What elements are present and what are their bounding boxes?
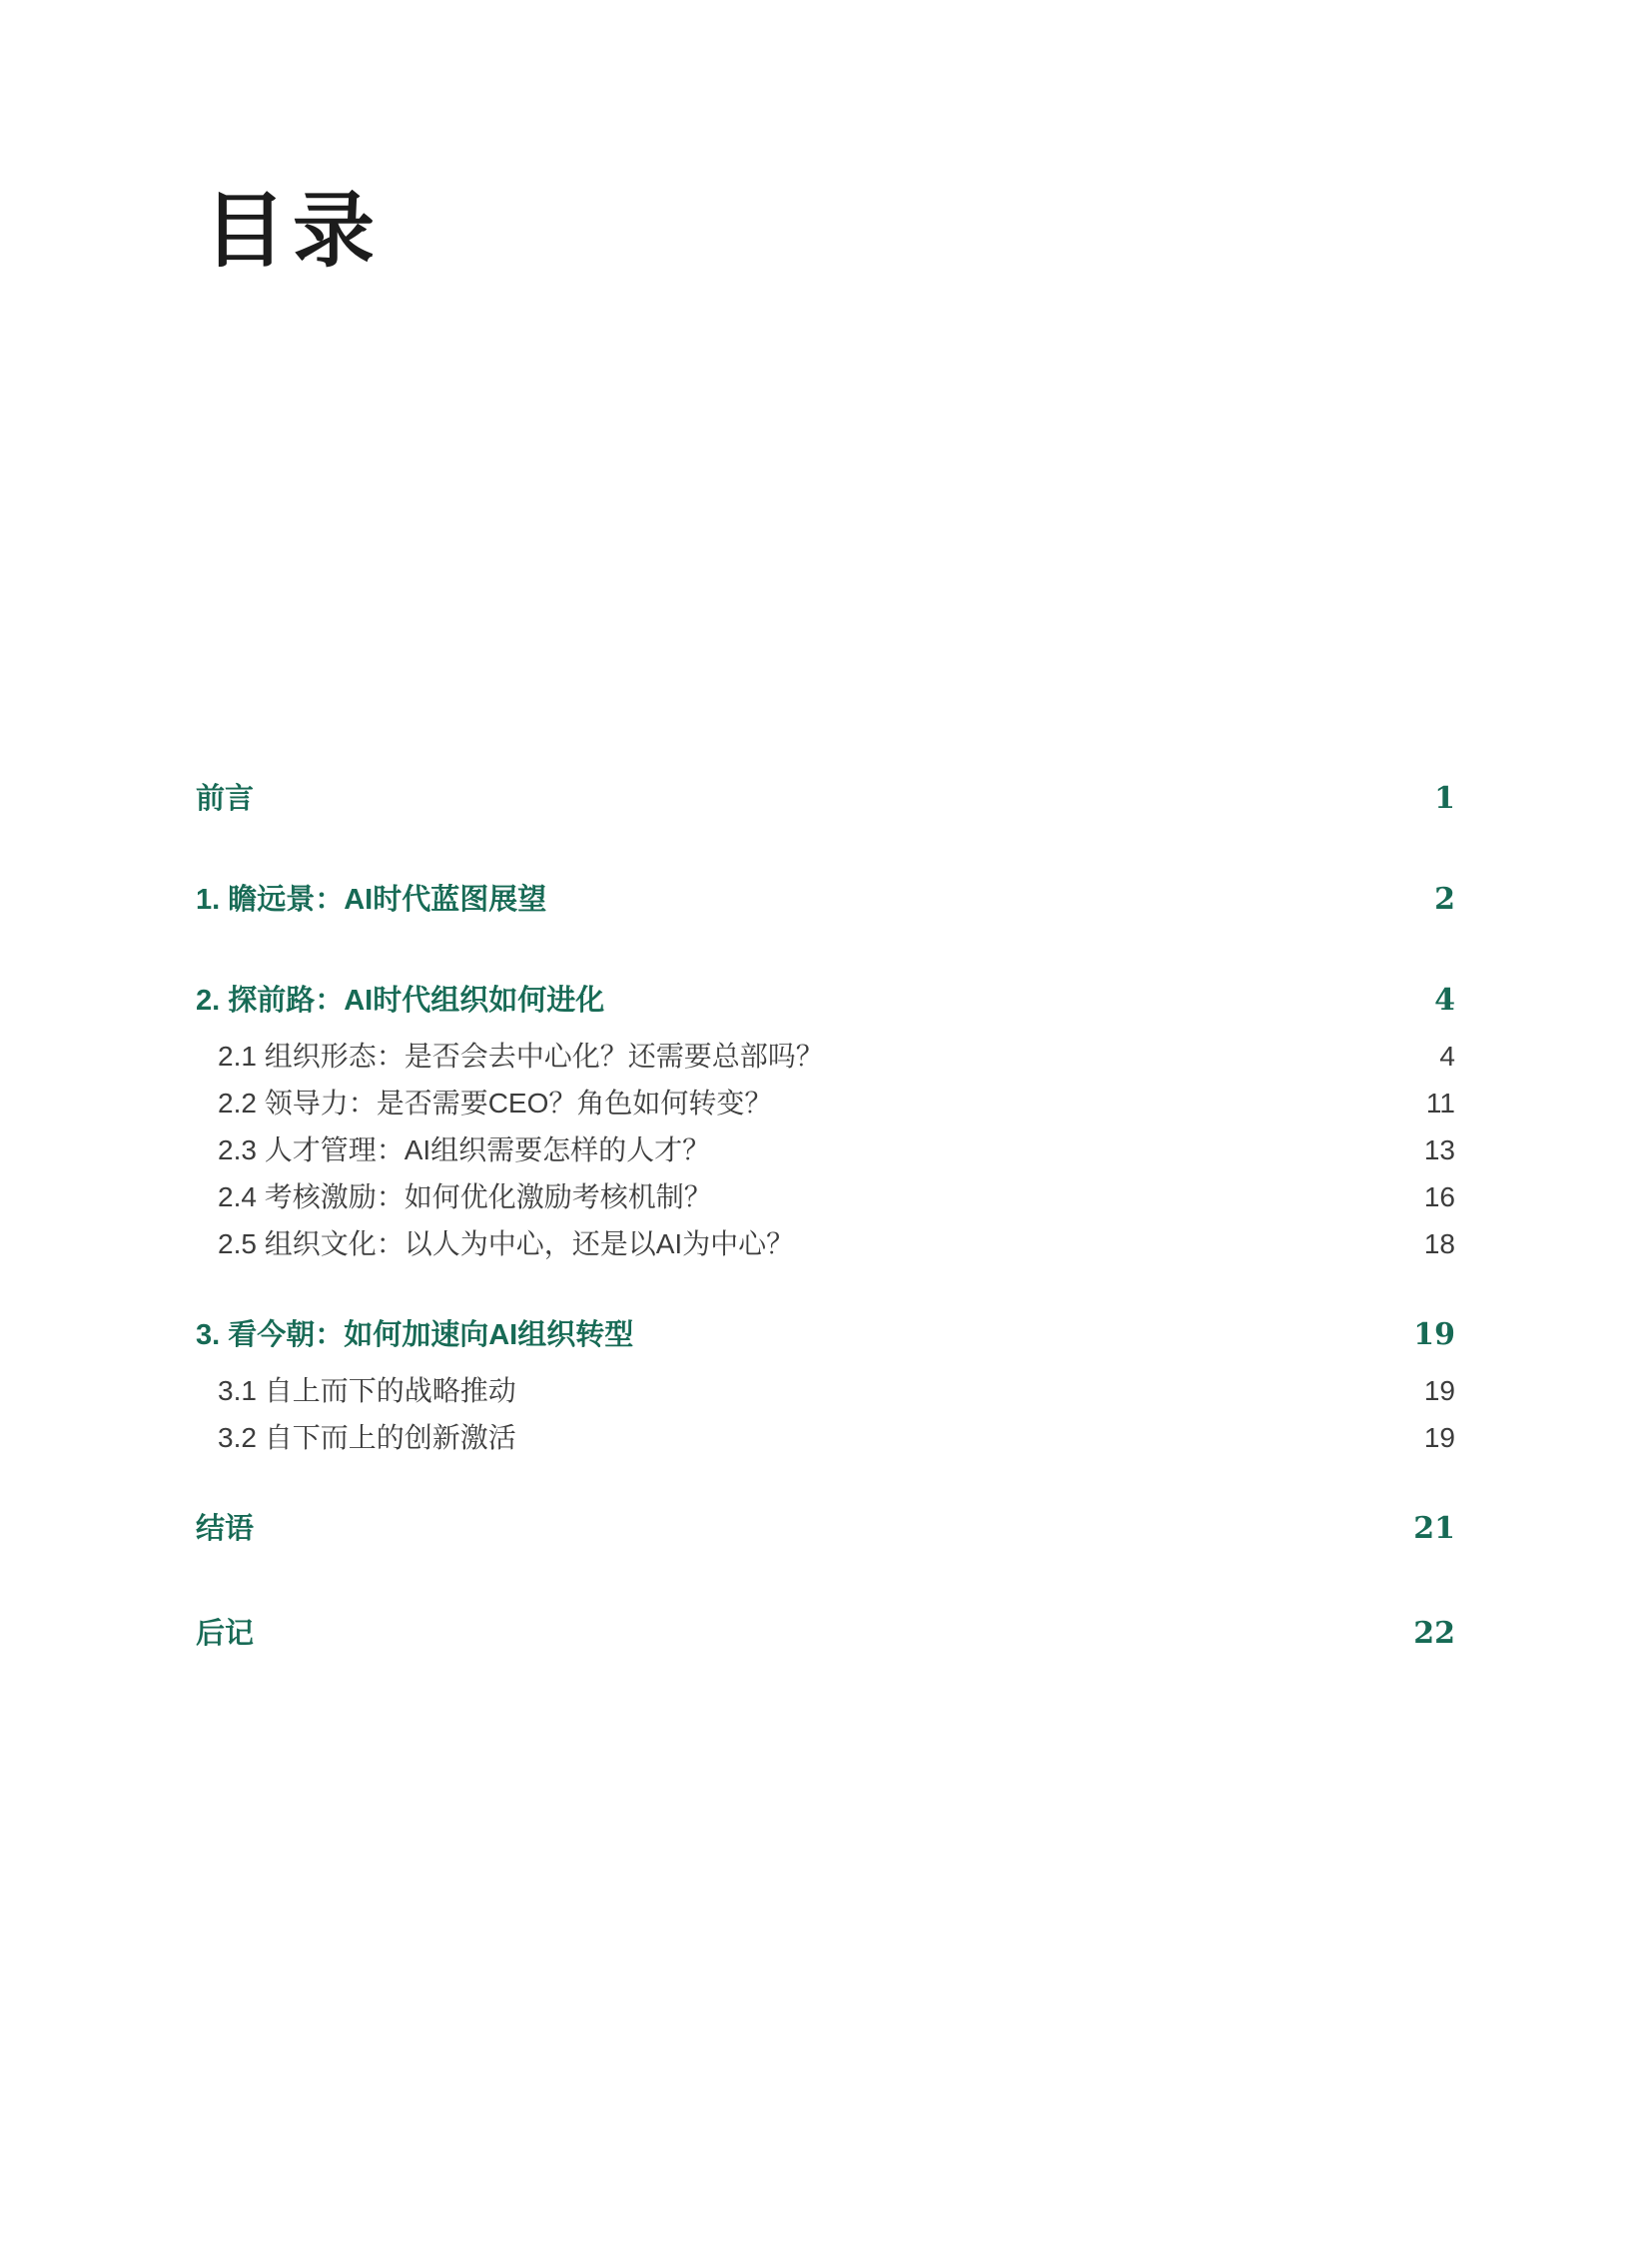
toc-row[interactable] <box>196 1132 1455 1168</box>
toc-label: 3. 看今朝：如何加速向AI组织转型 <box>196 1319 634 1351</box>
toc-page-number: 13 <box>1423 1134 1455 1165</box>
toc-page-number: 2 <box>1434 882 1455 917</box>
toc-row[interactable] <box>196 1039 1455 1075</box>
toc-page-number: 22 <box>1413 1616 1455 1651</box>
toc-label: 3.1 自上而下的战略推动 <box>218 1375 516 1406</box>
toc-page-number: 11 <box>1425 1088 1455 1119</box>
toc-label: 2.5 组织文化：以人为中心，还是以AI为中心？ <box>218 1228 795 1259</box>
toc-page-number: 19 <box>1423 1422 1455 1453</box>
toc-label: 前言 <box>196 783 255 815</box>
toc-page-number: 4 <box>1439 1041 1455 1072</box>
toc-row[interactable] <box>196 781 1455 817</box>
toc-label: 2.1 组织形态：是否会去中心化？还需要总部吗？ <box>218 1041 824 1072</box>
toc-label: 2.3 人才管理：AI组织需要怎样的人才？ <box>218 1134 711 1165</box>
table-of-contents <box>196 781 1455 1652</box>
toc-row[interactable] <box>196 1616 1455 1652</box>
toc-label: 2.2 领导力：是否需要CEO？角色如何转变？ <box>218 1088 773 1119</box>
toc-row[interactable] <box>196 1179 1455 1215</box>
toc-label: 1. 瞻远景：AI时代蓝图展望 <box>196 884 547 916</box>
toc-row[interactable] <box>196 1373 1455 1409</box>
toc-row[interactable] <box>196 882 1455 918</box>
toc-row[interactable] <box>196 1511 1455 1547</box>
toc-page-number: 1 <box>1434 781 1455 816</box>
toc-row[interactable] <box>196 1317 1455 1353</box>
page-title: 目录 <box>204 183 383 279</box>
toc-label: 3.2 自下而上的创新激活 <box>218 1422 516 1453</box>
toc-label: 2. 探前路：AI时代组织如何进化 <box>196 985 605 1017</box>
toc-page-number: 4 <box>1434 983 1455 1018</box>
toc-page-number: 18 <box>1423 1228 1455 1259</box>
toc-page-number: 16 <box>1423 1181 1455 1212</box>
toc-page-number: 21 <box>1413 1511 1455 1546</box>
toc-page-number: 19 <box>1423 1375 1455 1406</box>
toc-row[interactable] <box>196 1420 1455 1456</box>
toc-label: 结语 <box>196 1513 255 1545</box>
toc-row[interactable] <box>196 1086 1455 1121</box>
toc-label: 2.4 考核激励：如何优化激励考核机制？ <box>218 1181 712 1212</box>
toc-row[interactable] <box>196 983 1455 1019</box>
toc-row[interactable] <box>196 1226 1455 1262</box>
toc-label: 后记 <box>196 1618 255 1650</box>
toc-page-number: 19 <box>1413 1317 1455 1352</box>
